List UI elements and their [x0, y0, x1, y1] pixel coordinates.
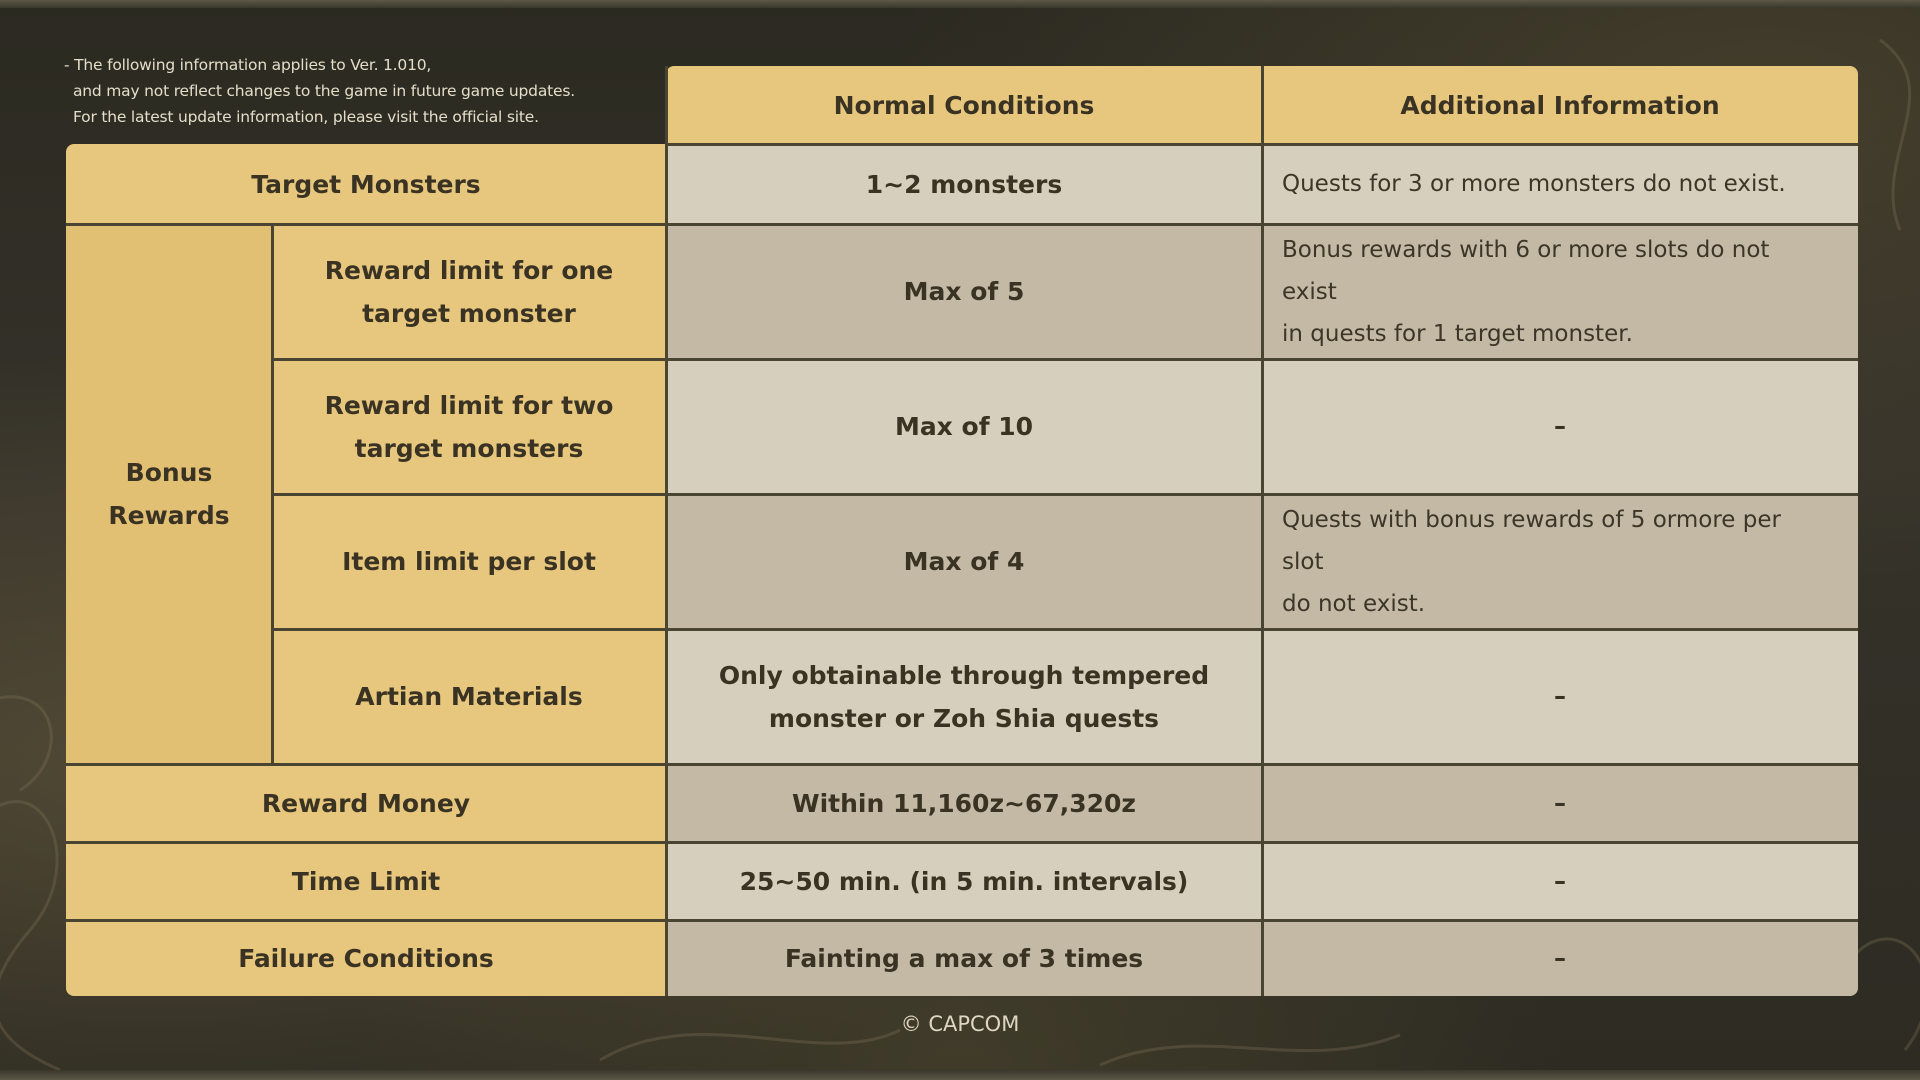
reward-limit-two-normal: Max of 10 — [666, 359, 1262, 494]
disclaimer-line-3: For the latest update information, please visit the official site. — [73, 108, 539, 126]
grid-line — [272, 358, 1858, 361]
grid-line — [272, 493, 1858, 496]
grid-line — [665, 66, 668, 996]
target-monsters-normal: 1~2 monsters — [666, 144, 1262, 224]
sub-label-item-limit: Item limit per slot — [272, 494, 666, 629]
header-normal-conditions — [666, 66, 1262, 144]
reward-money-normal: Within 11,160z~67,320z — [666, 764, 1262, 842]
sub-label-artian-materials: Artian Materials — [272, 629, 666, 764]
item-limit-normal: Max of 4 — [666, 494, 1262, 629]
row-label-time-limit: Time Limit — [66, 842, 666, 920]
artian-materials-normal: Only obtainable through tempered monster or Zoh Shia quests — [666, 629, 1262, 764]
disclaimer-line-1: - The following information applies to Ver. 1.010, — [64, 56, 432, 74]
bottom-frame-border — [0, 1070, 1920, 1080]
time-limit-normal: 25~50 min. (in 5 min. intervals) — [666, 842, 1262, 920]
grid-line — [66, 223, 1858, 226]
quest-conditions-table — [66, 66, 1858, 996]
reward-limit-two-additional: – — [1262, 359, 1858, 494]
disclaimer-line-2: and may not reflect changes to the game in future game updates. — [73, 82, 575, 100]
grid-line — [1261, 66, 1264, 996]
item-limit-additional: Quests with bonus rewards of 5 ormore per slot do not exist. — [1262, 494, 1858, 629]
header-normal-label: Normal Conditions — [833, 90, 1095, 120]
grid-line — [66, 919, 1858, 922]
row-label-bonus-rewards: Bonus Rewards — [66, 224, 272, 764]
reward-limit-one-additional: Bonus rewards with 6 or more slots do not exist in quests for 1 target monster. — [1262, 224, 1858, 359]
time-limit-additional: – — [1262, 842, 1858, 920]
grid-line — [271, 224, 274, 764]
grid-line — [66, 763, 1858, 766]
artian-materials-additional: – — [1262, 629, 1858, 764]
failure-conditions-normal: Fainting a max of 3 times — [666, 920, 1262, 996]
row-label-target-monsters: Target Monsters — [66, 144, 666, 224]
reward-money-additional: – — [1262, 764, 1858, 842]
row-label-reward-money: Reward Money — [66, 764, 666, 842]
grid-line — [66, 841, 1858, 844]
failure-conditions-additional: – — [1262, 920, 1858, 996]
row-label-failure-conditions: Failure Conditions — [66, 920, 666, 996]
reward-limit-one-normal: Max of 5 — [666, 224, 1262, 359]
header-additional-information — [1262, 66, 1858, 144]
grid-line — [272, 628, 1858, 631]
copyright-notice: © CAPCOM — [900, 1012, 1020, 1036]
sub-label-reward-limit-two: Reward limit for two target monsters — [272, 359, 666, 494]
sub-label-reward-limit-one: Reward limit for one target monster — [272, 224, 666, 359]
target-monsters-additional: Quests for 3 or more monsters do not exist. — [1262, 144, 1858, 224]
header-additional-label: Additional Information — [1400, 90, 1720, 120]
